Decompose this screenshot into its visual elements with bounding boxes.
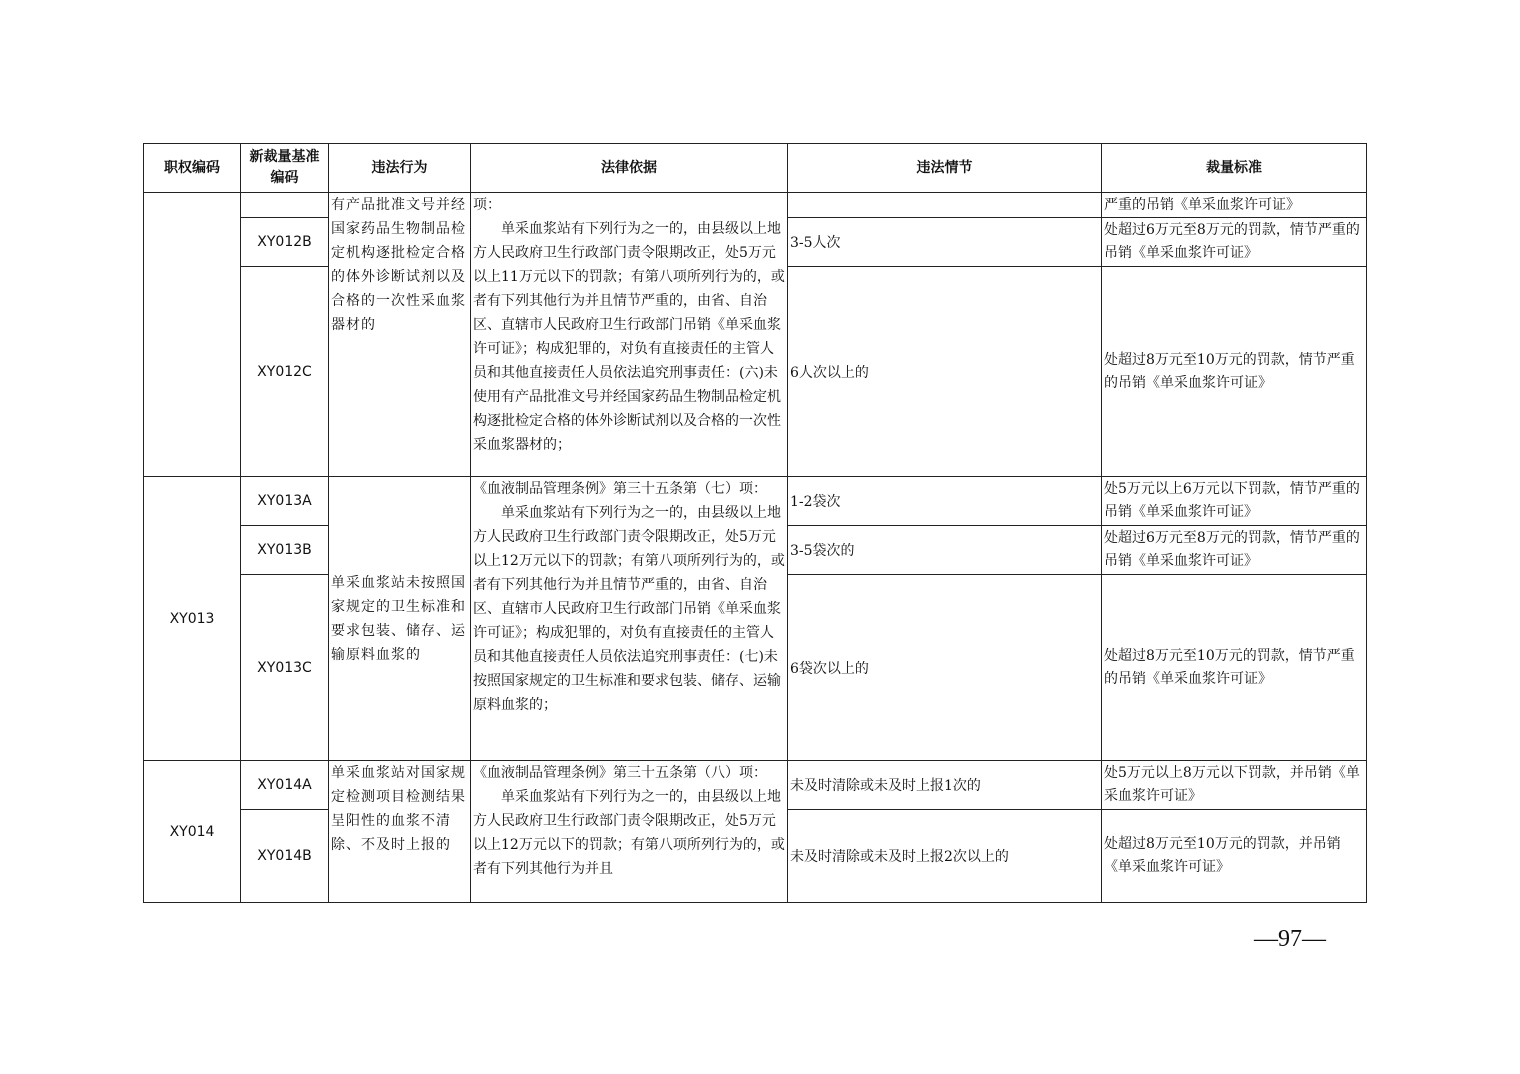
circumstance-cell: 1-2袋次 bbox=[788, 477, 1102, 526]
behavior-cell: 单采血浆站对国家规定检测项目检测结果呈阳性的血浆不清除、不及时上报的 bbox=[329, 761, 471, 903]
table-row bbox=[144, 193, 1367, 218]
circumstance-cell: 6人次以上的 bbox=[788, 267, 1102, 477]
power-code-cell: XY014 bbox=[144, 761, 241, 903]
new-code-cell: XY014B bbox=[241, 810, 329, 903]
legal-basis-cell: 《血液制品管理条例》第三十五条第（七）项： 单采血浆站有下列行为之一的，由县级以上地方人民政府卫生行政部门责令限期改正，处5万元以上12万元以下的罚款；有第八项所列行为的，或者有下列其他行为并且情节严重的，由省、自治区、直辖市人民政府卫生行政部门吊销《单采血浆许可证》；构成犯罪的，对负有直接责任的主管人员和其他直接责任人员依法追究刑事责任：(七)未按照国家规定的卫生标准和要求包装、储存、运输原料血浆的； bbox=[471, 477, 788, 761]
header-circumstance: 违法情节 bbox=[788, 144, 1102, 193]
legal-basis-cell: 《血液制品管理条例》第三十五条第（八）项： 单采血浆站有下列行为之一的，由县级以上地方人民政府卫生行政部门责令限期改正，处5万元以上12万元以下的罚款；有第八项所列行为的，或者有下列其他行为并且 bbox=[471, 761, 788, 903]
circumstance-cell: 未及时清除或未及时上报2次以上的 bbox=[788, 810, 1102, 903]
header-standard: 裁量标准 bbox=[1102, 144, 1367, 193]
standard-cell: 处超过8万元至10万元的罚款，并吊销《单采血浆许可证》 bbox=[1102, 810, 1367, 903]
page-number: —97— bbox=[1254, 926, 1326, 952]
standard-cell: 处超过8万元至10万元的罚款，情节严重的吊销《单采血浆许可证》 bbox=[1102, 575, 1367, 761]
table-row bbox=[144, 761, 1367, 810]
discretion-table bbox=[143, 143, 1367, 903]
circumstance-cell: 3-5人次 bbox=[788, 218, 1102, 267]
circumstance-cell: 3-5袋次的 bbox=[788, 526, 1102, 575]
circumstance-cell bbox=[788, 193, 1102, 218]
new-code-cell bbox=[241, 193, 329, 218]
circumstance-cell: 未及时清除或未及时上报1次的 bbox=[788, 761, 1102, 810]
standard-cell: 处超过6万元至8万元的罚款，情节严重的吊销《单采血浆许可证》 bbox=[1102, 218, 1367, 267]
new-code-cell: XY012C bbox=[241, 267, 329, 477]
standard-cell: 处超过8万元至10万元的罚款，情节严重的吊销《单采血浆许可证》 bbox=[1102, 267, 1367, 477]
header-new-code: 新裁量基准编码 bbox=[241, 144, 329, 193]
new-code-cell: XY013A bbox=[241, 477, 329, 526]
legal-basis-cell: 项： 单采血浆站有下列行为之一的，由县级以上地方人民政府卫生行政部门责令限期改正，处5万元以上11万元以下的罚款；有第八项所列行为的，或者有下列其他行为并且情节严重的，由省、自治区、直辖市人民政府卫生行政部门吊销《单采血浆许可证》；构成犯罪的，对负有直接责任的主管人员和其他直接责任人员依法追究刑事责任：(六)未使用有产品批准文号并经国家药品生物制品检定机构逐批检定合格的体外诊断试剂以及合格的一次性采血浆器材的； bbox=[471, 193, 788, 477]
header-behavior: 违法行为 bbox=[329, 144, 471, 193]
header-legal-basis: 法律依据 bbox=[471, 144, 788, 193]
new-code-cell: XY014A bbox=[241, 761, 329, 810]
behavior-cell: 有产品批准文号并经国家药品生物制品检定机构逐批检定合格的体外诊断试剂以及合格的一次性采血浆器材的 bbox=[329, 193, 471, 477]
header-power-code: 职权编码 bbox=[144, 144, 241, 193]
new-code-cell: XY012B bbox=[241, 218, 329, 267]
table-header-row bbox=[144, 144, 1367, 193]
standard-cell: 处5万元以上6万元以下罚款，情节严重的吊销《单采血浆许可证》 bbox=[1102, 477, 1367, 526]
circumstance-cell: 6袋次以上的 bbox=[788, 575, 1102, 761]
standard-cell: 严重的吊销《单采血浆许可证》 bbox=[1102, 193, 1367, 218]
power-code-cell bbox=[144, 193, 241, 477]
new-code-cell: XY013C bbox=[241, 575, 329, 761]
behavior-cell: 单采血浆站未按照国家规定的卫生标准和要求包装、储存、运输原料血浆的 bbox=[329, 477, 471, 761]
new-code-cell: XY013B bbox=[241, 526, 329, 575]
power-code-cell: XY013 bbox=[144, 477, 241, 761]
standard-cell: 处5万元以上8万元以下罚款，并吊销《单采血浆许可证》 bbox=[1102, 761, 1367, 810]
standard-cell: 处超过6万元至8万元的罚款，情节严重的吊销《单采血浆许可证》 bbox=[1102, 526, 1367, 575]
table-row bbox=[144, 477, 1367, 526]
